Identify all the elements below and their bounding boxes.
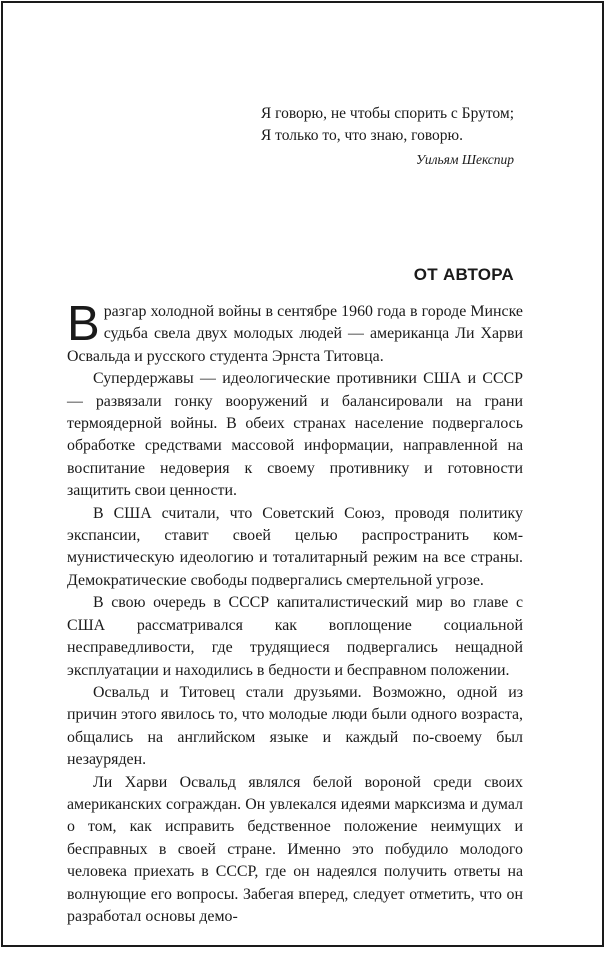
body-text (67, 297, 523, 928)
paragraph-6: Ли Харви Освальд являлся белой вороной среди своих американских сограждан. Он увлекался идеями марксизма и думал о том, как исправить бедственное положение неимущих и бесправных в своей стране. Именно это побудило молодого человека приехать в СССР, где он надеялся получить ответы на волнующие его вопросы. Забегая вперед, следует отметить, что он разработал основы демо- (67, 773, 523, 925)
paragraph-1 (67, 297, 523, 368)
epigraph-line-1: Я говорю, не чтобы спорить с Брутом; (260, 105, 514, 122)
chapter-title: ОТ АВТОРА (413, 265, 514, 284)
paragraph-2: Супердержавы — идеологические противники США и СССР — развязали гонку вооружений и балансировали на грани термоядерной войны. В обеих странах население подвергалось обработке средствами массовой информации, направленной на воспитание недоверия к своему противнику и готовности защитить свои ценности. (67, 370, 523, 500)
drop-cap: В (67, 297, 100, 351)
epigraph-author: Уильям Шекспир (415, 152, 514, 167)
paragraph-1-text: разгар холодной войны в сентябре 1960 года в городе Минске судьба свела двух молодых людей — американца Ли Харви Освальда и русского студента Эрнста Титовца. (67, 303, 523, 365)
epigraph-line-2: Я только то, что знаю, говорю. (260, 127, 463, 144)
paragraph-4: В свою очередь в СССР капиталистический мир во главе с США рассматривался как воплощение социальной несправедливости, где трудящиеся подвергались нещадной эксплуатации и находились в бедности и бесправном положении. (67, 594, 523, 679)
book-page (1, 1, 604, 947)
epigraph (261, 103, 514, 147)
paragraph-5: Освальд и Титовец стали друзьями. Возможно, одной из причин этого явилось то, что молодые люди были одного возраста, общались на английском языке и каждый по-своему был незауряден. (67, 683, 523, 769)
paragraph-3: В США считали, что Советский Союз, проводя политику экспансии, ставит своей целью распространить коммунистическую идеологию и тоталитарный режим на все страны. Демократические свободы подвергались смертельной угрозе. (67, 504, 523, 589)
